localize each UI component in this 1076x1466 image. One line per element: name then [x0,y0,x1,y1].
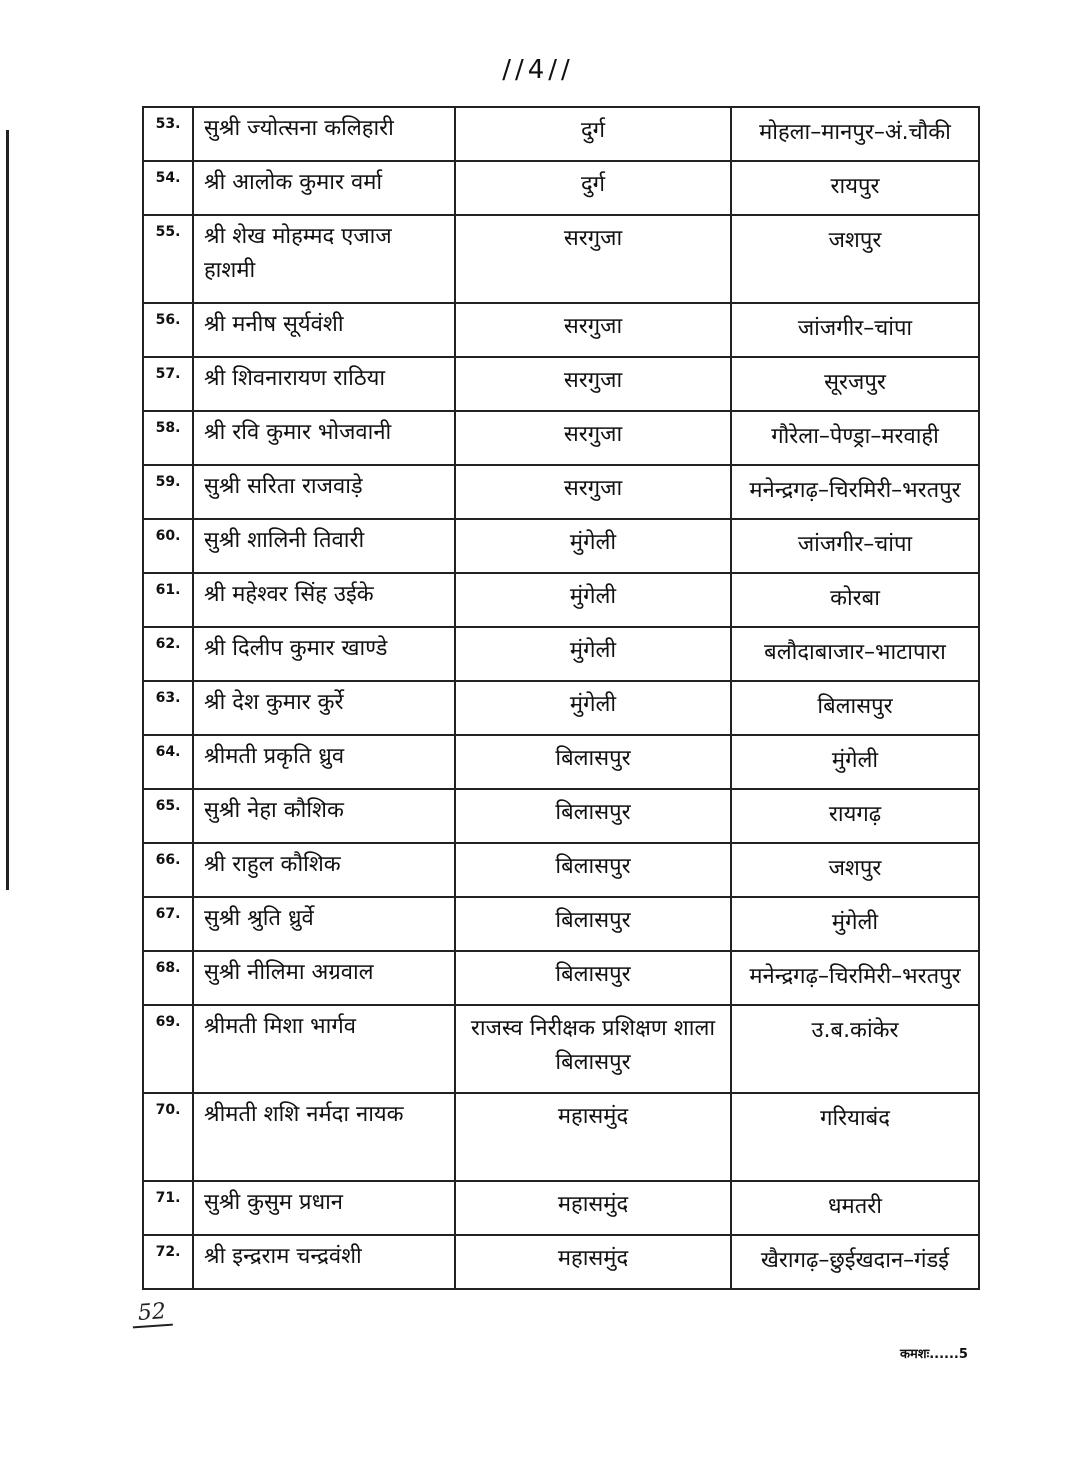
new-posting: जांजगीर–चांपा [731,303,979,357]
serial-number: 54. [143,161,193,215]
employee-name: श्रीमती मिशा भार्गव [193,1005,455,1093]
employee-name: सुश्री सरिता राजवाड़े [193,465,455,519]
new-posting: मुंगेली [731,735,979,789]
new-posting: गरियाबंद [731,1093,979,1181]
current-posting: मुंगेली [455,681,731,735]
serial-number: 59. [143,465,193,519]
employee-name: श्री देश कुमार कुर्रे [193,681,455,735]
serial-number: 56. [143,303,193,357]
new-posting: गौरेला–पेण्ड्रा–मरवाही [731,411,979,465]
serial-number: 64. [143,735,193,789]
employee-name: श्री आलोक कुमार वर्मा [193,161,455,215]
employee-name: श्री शिवनारायण राठिया [193,357,455,411]
current-posting: बिलासपुर [455,789,731,843]
table-row [143,411,979,465]
table-row [143,161,979,215]
current-posting: सरगुजा [455,411,731,465]
new-posting: जांजगीर–चांपा [731,519,979,573]
serial-number: 72. [143,1235,193,1289]
serial-number: 61. [143,573,193,627]
continued-note: कमशः......5 [900,1347,968,1362]
current-posting: बिलासपुर [455,951,731,1005]
new-posting: धमतरी [731,1181,979,1235]
table-row [143,1093,979,1181]
new-posting: उ.ब.कांकेर [731,1005,979,1093]
current-posting: बिलासपुर [455,897,731,951]
current-posting: सरगुजा [455,303,731,357]
current-posting: मुंगेली [455,627,731,681]
table-row [143,789,979,843]
employee-name: सुश्री श्रुति ध्रुर्वे [193,897,455,951]
table-row [143,735,979,789]
new-posting: जशपुर [731,215,979,303]
employee-name: सुश्री कुसुम प्रधान [193,1181,455,1235]
current-posting: राजस्व निरीक्षक प्रशिक्षण शाला बिलासपुर [455,1005,731,1093]
employee-name: श्री महेश्वर सिंह उईके [193,573,455,627]
current-posting: मुंगेली [455,519,731,573]
serial-number: 71. [143,1181,193,1235]
new-posting: जशपुर [731,843,979,897]
table-row [143,1181,979,1235]
new-posting: रायपुर [731,161,979,215]
new-posting: मोहला–मानपुर–अं.चौकी [731,107,979,161]
employee-name: सुश्री नेहा कौशिक [193,789,455,843]
table-row [143,215,979,303]
employee-name: श्री दिलीप कुमार खाण्डे [193,627,455,681]
employee-name: श्रीमती प्रकृति ध्रुव [193,735,455,789]
new-posting: रायगढ़ [731,789,979,843]
table-row [143,681,979,735]
serial-number: 53. [143,107,193,161]
table-row [143,107,979,161]
current-posting: सरगुजा [455,357,731,411]
serial-number: 66. [143,843,193,897]
current-posting: दुर्ग [455,107,731,161]
new-posting: कोरबा [731,573,979,627]
new-posting: मनेन्द्रगढ़–चिरमिरी–भरतपुर [731,465,979,519]
serial-number: 67. [143,897,193,951]
serial-number: 68. [143,951,193,1005]
table-row [143,897,979,951]
serial-number: 55. [143,215,193,303]
employee-name: श्री शेख मोहम्मद एजाज हाशमी [193,215,455,303]
employee-name: सुश्री नीलिमा अग्रवाल [193,951,455,1005]
serial-number: 58. [143,411,193,465]
table-row [143,303,979,357]
current-posting: सरगुजा [455,215,731,303]
page-number: //4// [502,55,574,85]
employee-name: श्री रवि कुमार भोजवानी [193,411,455,465]
serial-number: 69. [143,1005,193,1093]
current-posting: दुर्ग [455,161,731,215]
signature: 52 [131,1299,173,1329]
table-body [143,107,979,1289]
current-posting: सरगुजा [455,465,731,519]
table-row [143,843,979,897]
current-posting: मुंगेली [455,573,731,627]
table-row [143,951,979,1005]
current-posting: महासमुंद [455,1181,731,1235]
table-row [143,627,979,681]
new-posting: खैरागढ़–छुईखदान–गंडई [731,1235,979,1289]
employee-name: श्री इन्द्रराम चन्द्रवंशी [193,1235,455,1289]
employee-name: सुश्री ज्योत्सना कलिहारी [193,107,455,161]
serial-number: 62. [143,627,193,681]
new-posting: सूरजपुर [731,357,979,411]
employee-name: श्री मनीष सूर्यवंशी [193,303,455,357]
new-posting: मुंगेली [731,897,979,951]
current-posting: महासमुंद [455,1093,731,1181]
table-row [143,357,979,411]
current-posting: बिलासपुर [455,735,731,789]
new-posting: बिलासपुर [731,681,979,735]
table-row [143,1005,979,1093]
transfer-table [142,106,980,1290]
new-posting: बलौदाबाजार–भाटापारा [731,627,979,681]
employee-name: सुश्री शालिनी तिवारी [193,519,455,573]
new-posting: मनेन्द्रगढ़–चिरमिरी–भरतपुर [731,951,979,1005]
serial-number: 60. [143,519,193,573]
serial-number: 70. [143,1093,193,1181]
current-posting: महासमुंद [455,1235,731,1289]
employee-name: श्री राहुल कौशिक [193,843,455,897]
serial-number: 65. [143,789,193,843]
serial-number: 57. [143,357,193,411]
table-row [143,465,979,519]
employee-name: श्रीमती शशि नर्मदा नायक [193,1093,455,1181]
table-row [143,1235,979,1289]
table-row [143,519,979,573]
table-row [143,573,979,627]
current-posting: बिलासपुर [455,843,731,897]
left-margin-mark [6,130,9,890]
serial-number: 63. [143,681,193,735]
